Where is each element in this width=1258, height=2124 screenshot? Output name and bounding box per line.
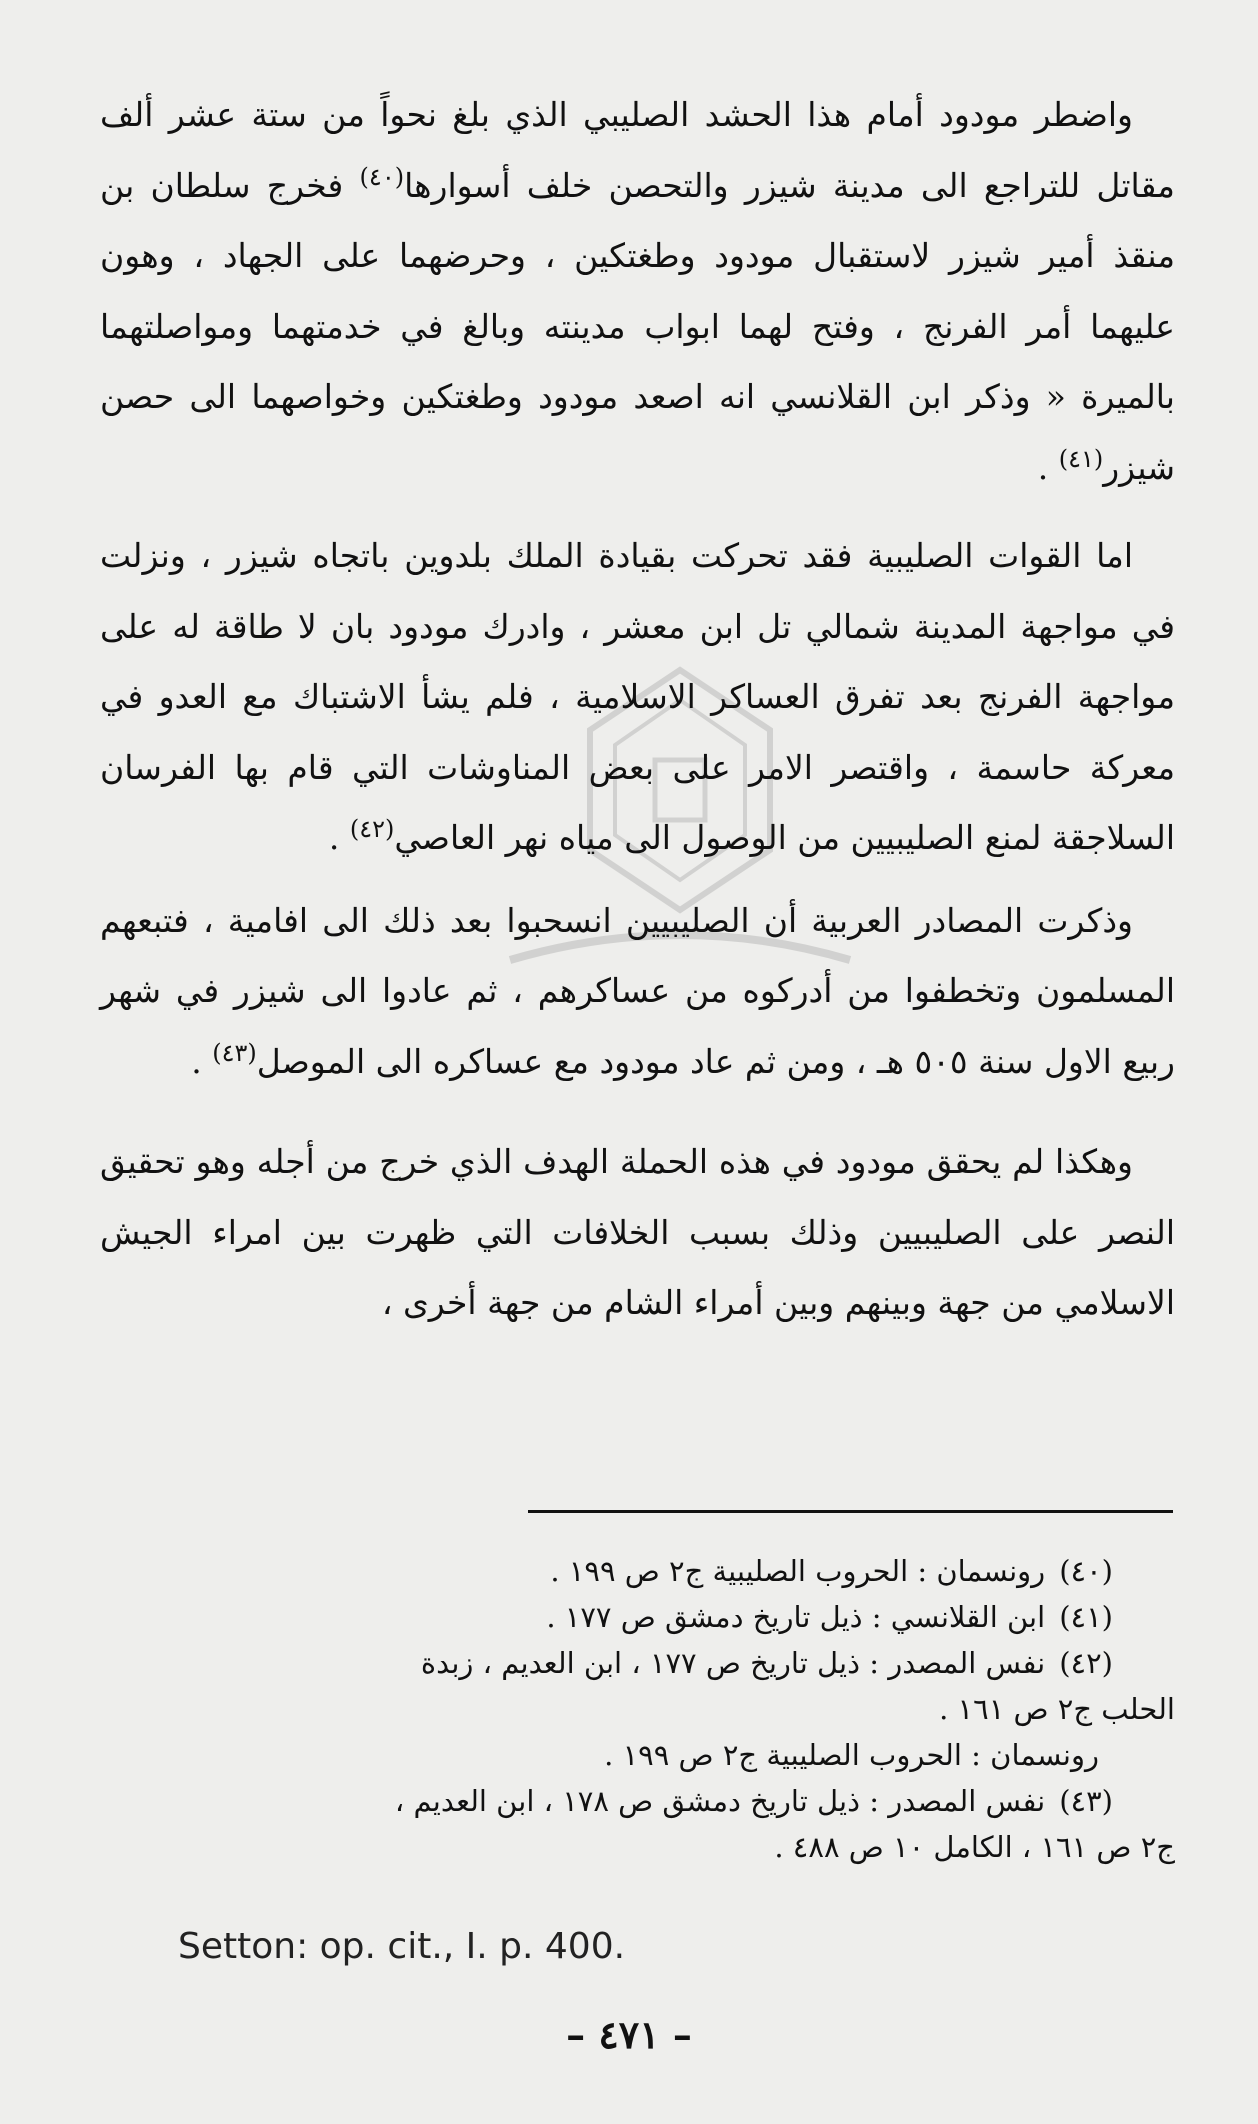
footnote-text: ابن القلانسي : ذيل تاريخ دمشق ص ١٧٧ . <box>546 1600 1046 1634</box>
paragraph-4 <box>100 1127 1175 1339</box>
paragraph-1-end: . <box>1037 447 1049 487</box>
paragraph-1-text-b: فخرج سلطان بن منقذ أمير شيزر لاستقبال مودود وطغتكين ، وحرضهما على الجهاد ، وهون عليهما أمر الفرنج ، وفتح لهما ابواب مدينته وبالغ في خدمتهما ومواصلتهما بالميرة « وذكر ابن القلانسي انه اصعد مودود وطغتكين وخواصهما الى حصن شيزر <box>100 165 1175 487</box>
paragraph-4-text: وهكذا لم يحقق مودود في هذه الحملة الهدف الذي خرج من أجله وهو تحقيق النصر على الصليبيين وذلك بسبب الخلافات التي ظهرت بين امراء الجيش الاسلامي من جهة وبينهم وبين أمراء الشام من جهة أخرى ، <box>100 1142 1175 1322</box>
footnote-42-additional <box>100 1732 1175 1778</box>
footnote-text: ج٢ ص ١٦١ ، الكامل ١٠ ص ٤٨٨ . <box>774 1830 1175 1864</box>
footnote-43-continuation <box>100 1824 1175 1870</box>
page-number: – ٤٧١ – <box>566 2012 692 2057</box>
footnote-text: رونسمان : الحروب الصليبية ج٢ ص ١٩٩ . <box>550 1554 1046 1588</box>
footnote-40 <box>100 1548 1175 1594</box>
paragraph-3-end: . <box>191 1041 202 1081</box>
footnote-number: (٤٠) <box>1059 1554 1113 1588</box>
footnote-divider <box>528 1510 1173 1513</box>
body-text <box>100 80 1175 1339</box>
footnote-text: نفس المصدر : ذيل تاريخ ص ١٧٧ ، ابن العديم ، زبدة <box>420 1646 1046 1680</box>
footnote-number: (٤٢) <box>1059 1646 1113 1680</box>
footnote-ref-41: (٤١) <box>1058 444 1104 473</box>
footnote-42-continuation <box>100 1686 1175 1732</box>
footnote-text: الحلب ج٢ ص ١٦١ . <box>939 1692 1175 1726</box>
footnote-ref-43: (٤٣) <box>212 1038 257 1067</box>
footnote-ref-40: (٤٠) <box>359 162 405 191</box>
latin-reference: Setton: op. cit., I. p. 400. <box>178 1926 626 1967</box>
paragraph-2-end: . <box>328 818 340 857</box>
footnote-text: نفس المصدر : ذيل تاريخ دمشق ص ١٧٨ ، ابن العديم ، <box>394 1784 1046 1818</box>
paragraph-3-text: وذكرت المصادر العربية أن الصليبيين انسحبوا بعد ذلك الى افامية ، فتبعهم المسلمون وتخطفوا من أدركوه من عساكرهم ، ثم عادوا الى شيزر في شهر ربيع الاول سنة ٥٠٥ هـ ، ومن ثم عاد مودود مع عساكره الى الموصل <box>100 900 1175 1081</box>
footnote-42 <box>100 1640 1175 1686</box>
footnote-41 <box>100 1594 1175 1640</box>
paragraph-3 <box>100 886 1175 1098</box>
footnote-ref-42: (٤٢) <box>349 815 395 843</box>
footnotes <box>100 1548 1175 1870</box>
paragraph-2-text: اما القوات الصليبية فقد تحركت بقيادة الملك بلدوين باتجاه شيزر ، ونزلت في مواجهة المدينة شمالي تل ابن معشر ، وادرك مودود بان لا طاقة له على مواجهة الفرنج بعد تفرق العساكر الاسلامية ، فلم يشأ الاشتباك مع العدو في معركة حاسمة ، واقتصر الامر على بعض المناوشات التي قام بها الفرسان السلاجقة لمنع الصليبيين من الوصول الى مياه نهر العاصي <box>100 536 1175 857</box>
paragraph-1-text-a: واضطر مودود أمام هذا الحشد الصليبي الذي بلغ نحواً من ستة عشر ألف مقاتل للتراجع الى مدينة شيزر والتحصن خلف أسوارها <box>100 95 1175 205</box>
paragraph-2 <box>100 521 1175 874</box>
paragraph-1 <box>100 80 1175 503</box>
footnote-43 <box>100 1778 1175 1824</box>
footnote-number: (٤١) <box>1059 1600 1113 1634</box>
footnote-text: رونسمان : الحروب الصليبية ج٢ ص ١٩٩ . <box>604 1738 1099 1772</box>
footnote-number: (٤٣) <box>1059 1784 1113 1818</box>
